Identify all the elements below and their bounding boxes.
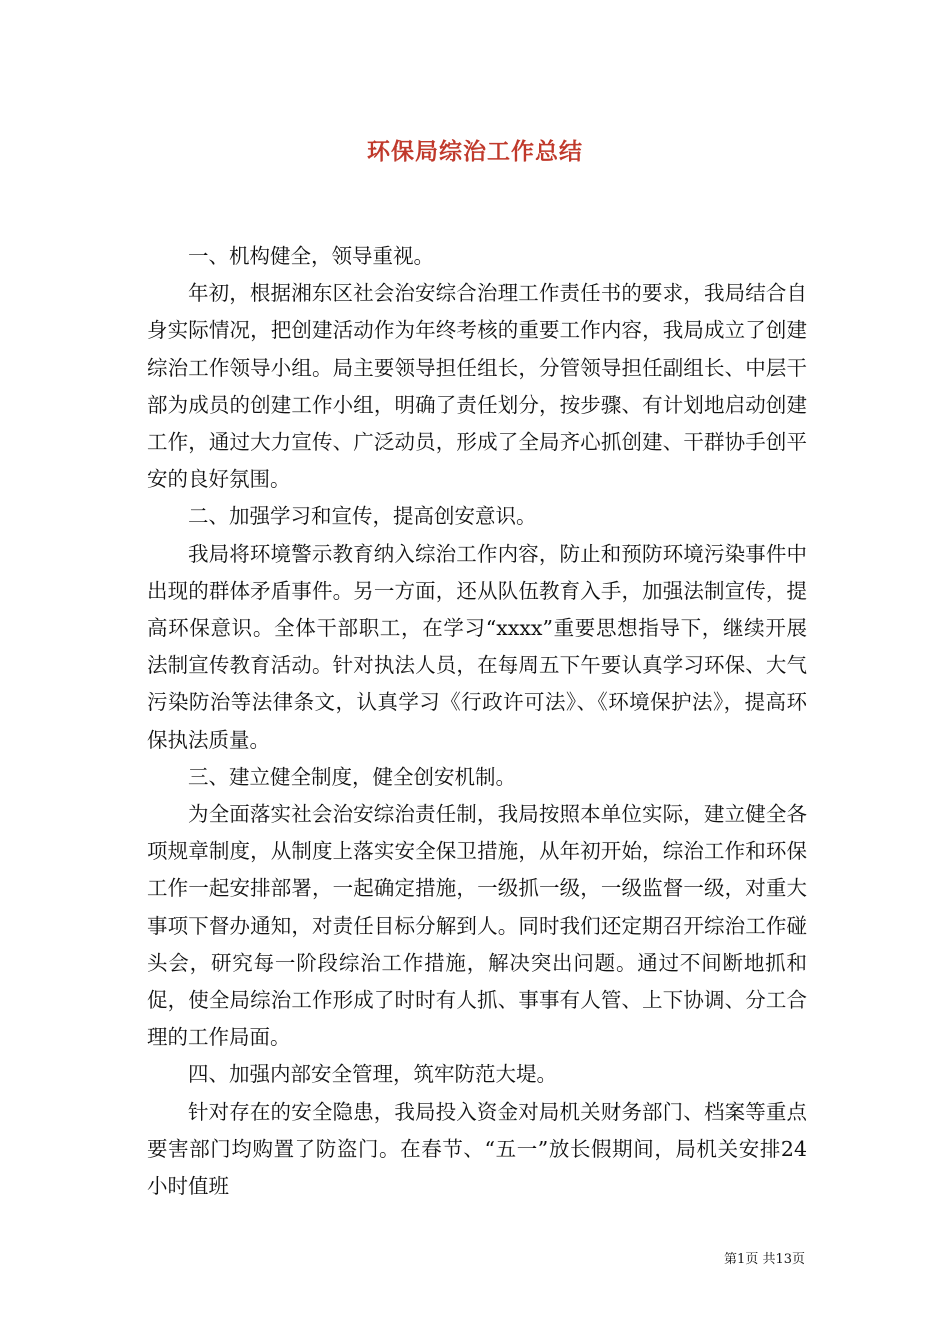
section-heading-4: 四、加强内部安全管理，筑牢防范大堤。: [188, 1062, 557, 1087]
paragraph-3: 为全面落实社会治安综治责任制，我局按照本单位实际，建立健全各项规章制度，从制度上落实安全保卫措施，从年初开始，综治工作和环保工作一起安排部署，一起确定措施，一级抓一级，一级监督一级，对重大事项下督办通知，对责任目标分解到人。同时我们还定期召开综治工作碰头会，研究每一阶段综治工作措施，解决突出问题。通过不间断地抓和促，使全局综治工作形成了时时有人抓、事事有人管、上下协调、分工合理的工作局面。: [147, 802, 807, 1050]
page-number: 第1页 共13页: [724, 1252, 805, 1267]
paragraph-1: 年初，根据湘东区社会治安综合治理工作责任书的要求，我局结合自身实际情况，把创建活动作为年终考核的重要工作内容，我局成立了创建综治工作领导小组。局主要领导担任组长，分管领导担任副组长、中层干部为成员的创建工作小组，明确了责任划分，按步骤、有计划地启动创建工作，通过大力宣传、广泛动员，形成了全局齐心抓创建、干群协手创平安的良好氛围。: [147, 281, 807, 492]
section-heading-2: 二、加强学习和宣传，提高创安意识。: [188, 504, 537, 529]
paragraph-2: 我局将环境警示教育纳入综治工作内容，防止和预防环境污染事件中出现的群体矛盾事件。另一方面，还从队伍教育入手，加强法制宣传，提高环保意识。全体干部职工，在学习“xxxx”重要思想指导下，继续开展法制宣传教育活动。针对执法人员，在每周五下午要认真学习环保、大气污染防治等法律条文，认真学习《行政许可法》、《环境保护法》，提高环保执法质量。: [147, 541, 807, 752]
section-heading-1: 一、机构健全，领导重视。: [188, 244, 434, 268]
paragraph-4: 针对存在的安全隐患，我局投入资金对局机关财务部门、档案等重点要害部门均购置了防盗门。在春节、“五一”放长假期间，局机关安排24小时值班: [147, 1099, 807, 1199]
document-body: [147, 238, 807, 1205]
section-heading-3: 三、建立健全制度，健全创安机制。: [188, 764, 516, 789]
document-title: 环保局综治工作总结: [367, 138, 583, 165]
